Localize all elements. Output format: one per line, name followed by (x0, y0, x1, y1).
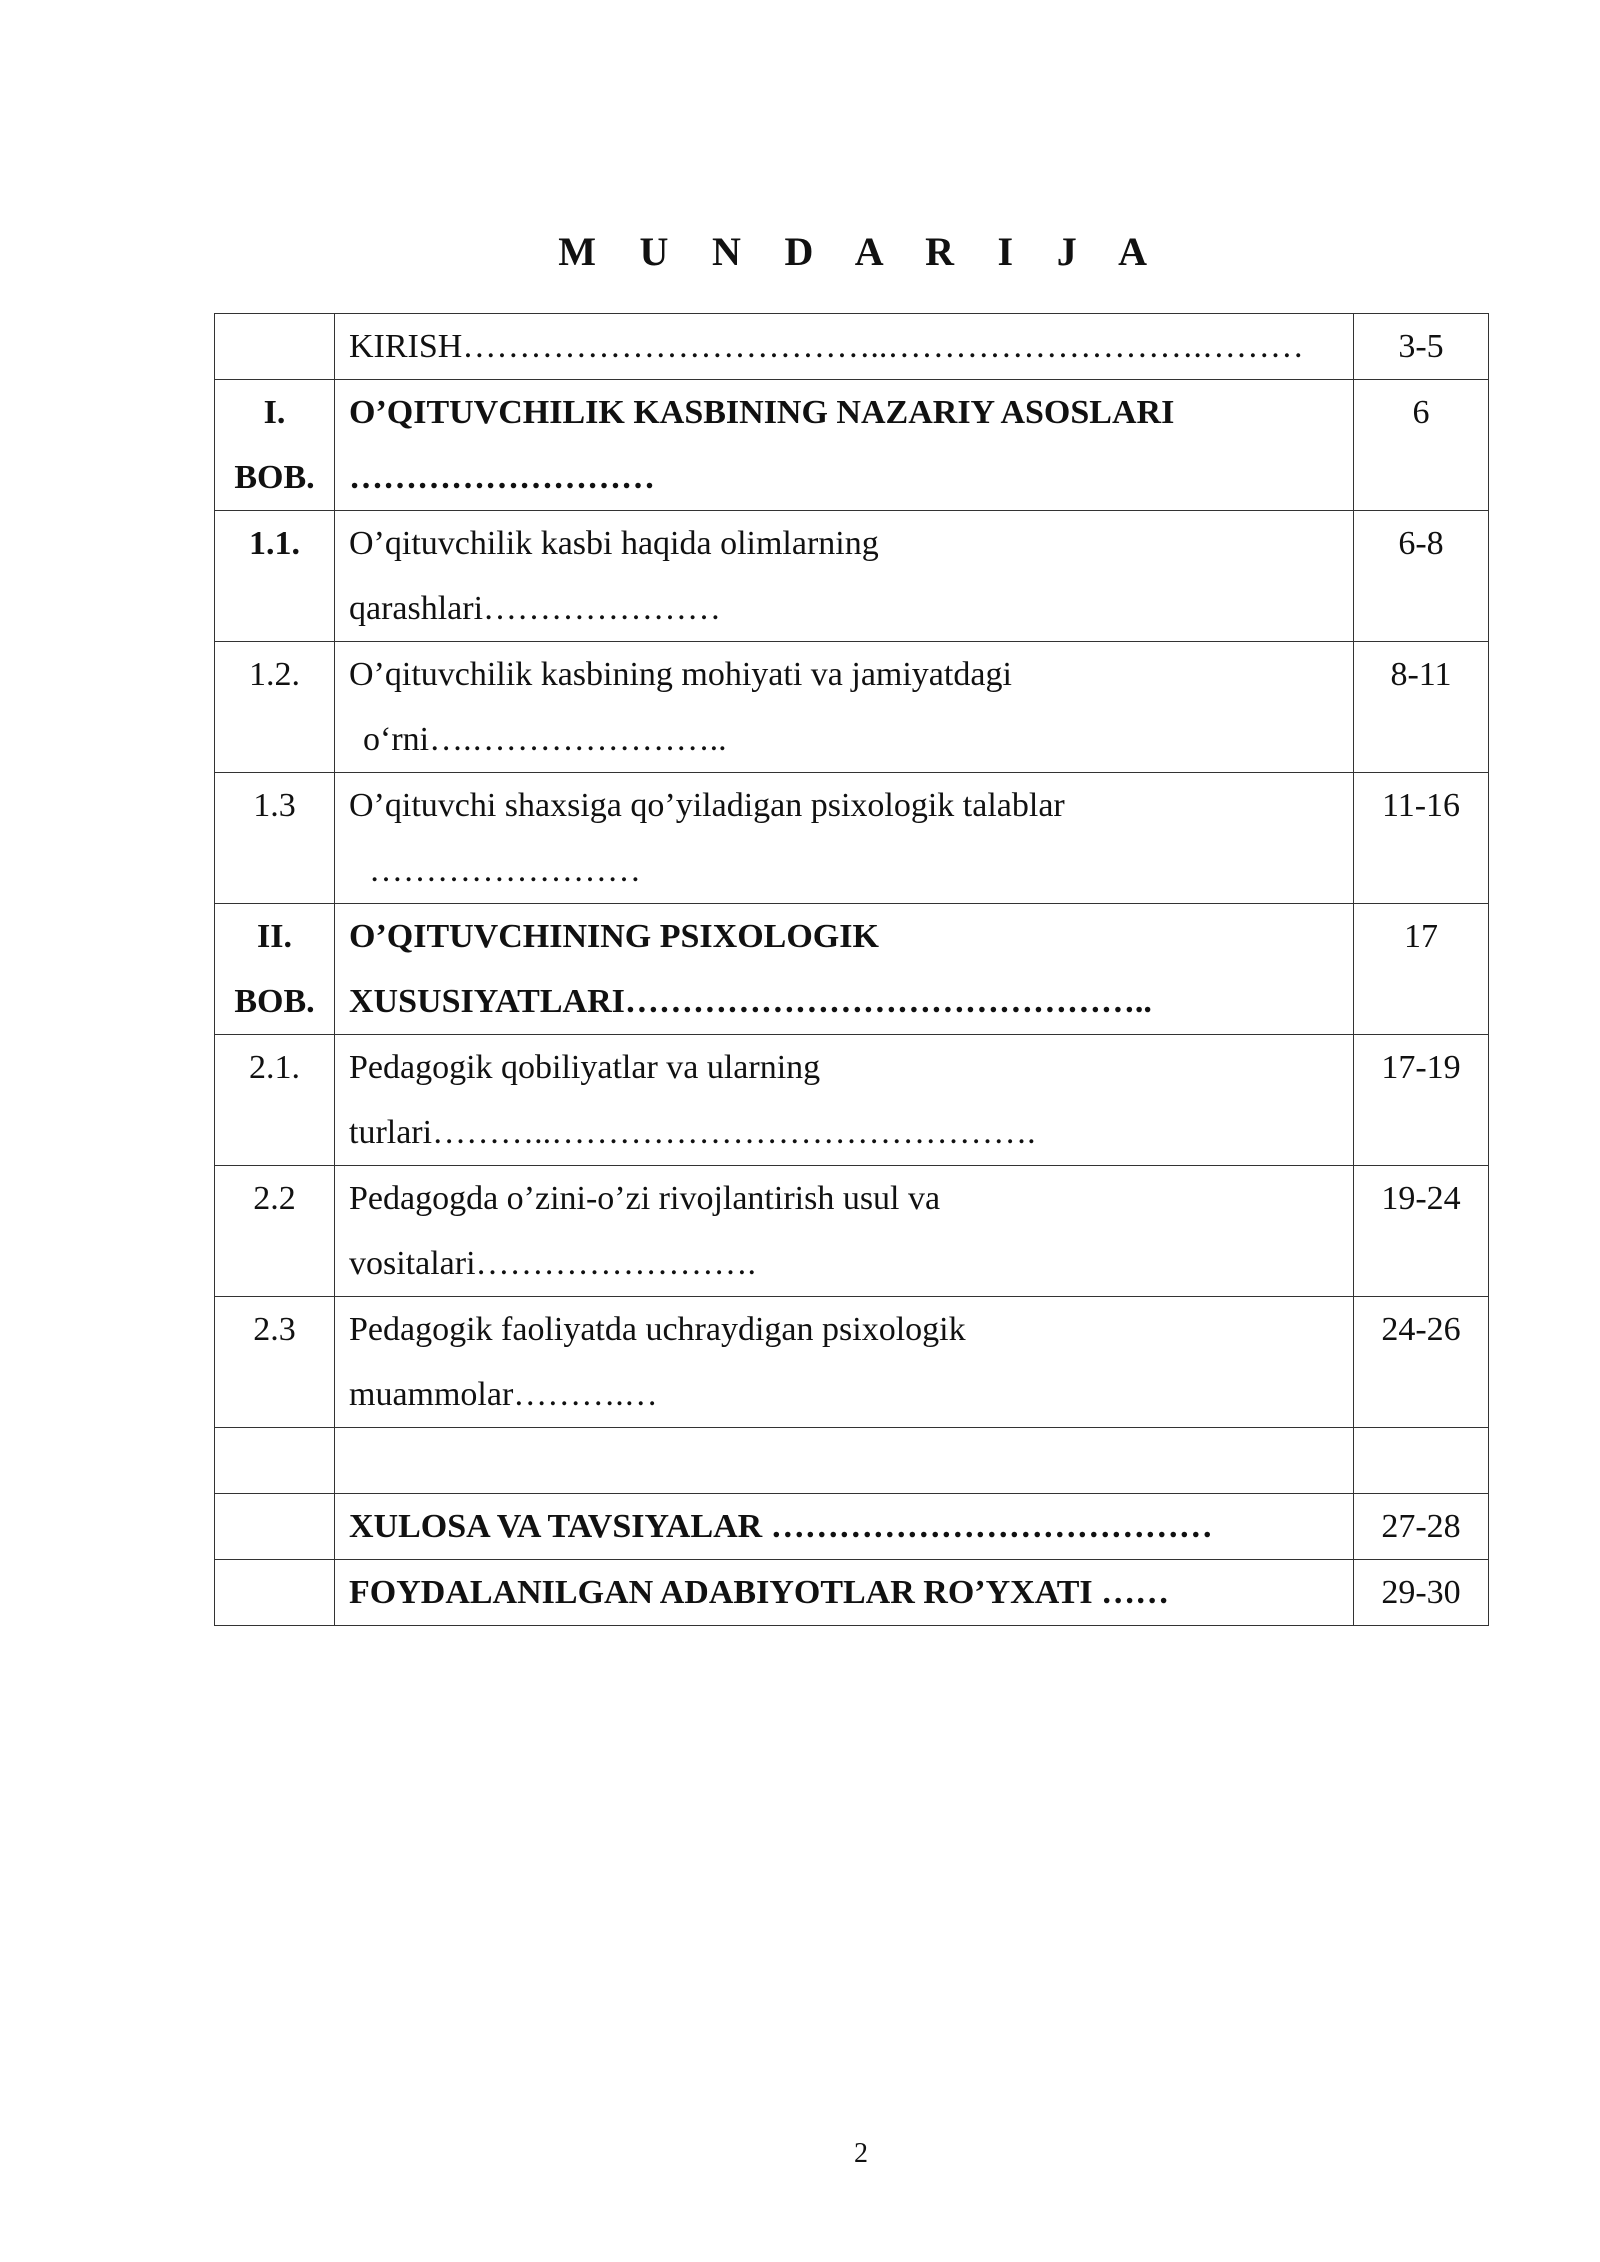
toc-row-2-2 (215, 1166, 1489, 1297)
toc-entry-2-3 (335, 1297, 1354, 1428)
toc-entry-line1: Pedagogik faoliyatda uchraydigan psixologik (349, 1311, 966, 1348)
toc-number (215, 904, 335, 1035)
toc-row-xulosa (215, 1494, 1489, 1560)
toc-entry-line2: vositalari……………………. (349, 1245, 757, 1282)
toc-page: 6 (1354, 380, 1489, 511)
toc-number (215, 314, 335, 380)
toc-entry-1-1 (335, 511, 1354, 642)
toc-entry-1-3 (335, 773, 1354, 904)
toc-row-2-3 (215, 1297, 1489, 1428)
toc-page: 6-8 (1354, 511, 1489, 642)
toc-number (215, 1428, 335, 1494)
toc-number: 2.1. (215, 1035, 335, 1166)
toc-entry-1-2 (335, 642, 1354, 773)
table-of-contents (214, 313, 1489, 1626)
toc-page: 17-19 (1354, 1035, 1489, 1166)
toc-number: 1.3 (215, 773, 335, 904)
toc-page: 24-26 (1354, 1297, 1489, 1428)
toc-row-1-3 (215, 773, 1489, 904)
toc-number (215, 380, 335, 511)
toc-entry-line1: Pedagogik qobiliyatlar va ularning (349, 1049, 821, 1086)
toc-number: 1.2. (215, 642, 335, 773)
toc-entry-line2: XUSUSIYATLARI……………………………………….. (349, 983, 1152, 1020)
toc-row-kirish (215, 314, 1489, 380)
toc-row-1-2 (215, 642, 1489, 773)
toc-entry-line2: turlari………..……………………………………. (349, 1114, 1036, 1151)
toc-number: 2.3 (215, 1297, 335, 1428)
chapter-label: BOB. (234, 459, 315, 496)
chapter-number: I. (263, 394, 286, 431)
toc-entry-chapter-2 (335, 904, 1354, 1035)
toc-entry-line1: O’QITUVCHINING PSIXOLOGIK (349, 918, 879, 955)
toc-number (215, 1560, 335, 1626)
toc-entry-adabiyotlar: FOYDALANILGAN ADABIYOTLAR RO’YXATI …… (335, 1560, 1354, 1626)
toc-entry-empty (335, 1428, 1354, 1494)
toc-entry-2-1 (335, 1035, 1354, 1166)
toc-page: 3-5 (1354, 314, 1489, 380)
toc-row-1-1 (215, 511, 1489, 642)
toc-row-chapter-2 (215, 904, 1489, 1035)
toc-entry-line1: O’qituvchilik kasbi haqida olimlarning (349, 525, 879, 562)
toc-row-2-1 (215, 1035, 1489, 1166)
toc-entry-xulosa: XULOSA VA TAVSIYALAR ………………………………… (335, 1494, 1354, 1560)
chapter-number: II. (257, 918, 292, 955)
toc-entry-line1: Pedagogda o’zini-o’zi rivojlantirish usul va (349, 1180, 941, 1217)
toc-page: 29-30 (1354, 1560, 1489, 1626)
page-number: 2 (854, 2138, 868, 2169)
toc-number: 1.1. (215, 511, 335, 642)
toc-entry-line2: o‘rni….………………….. (363, 721, 727, 758)
toc-entry-line2: muammolar……….… (349, 1376, 658, 1413)
toc-entry-kirish: KIRISH………………………………..……………………….……… (335, 314, 1354, 380)
toc-entry-line1: O’qituvchi shaxsiga qo’yiladigan psixologik talablar (349, 787, 1065, 824)
toc-entry-line1: O’qituvchilik kasbining mohiyati va jamiyatdagi (349, 656, 1012, 693)
toc-number (215, 1494, 335, 1560)
toc-page: 17 (1354, 904, 1489, 1035)
toc-entry-line2: ……………………… (349, 459, 655, 496)
toc-entry-line1: O’QITUVCHILIK KASBINING NAZARIY ASOSLARI (349, 394, 1175, 431)
toc-page (1354, 1428, 1489, 1494)
toc-page: 8-11 (1354, 642, 1489, 773)
toc-entry-line2: …………………… (369, 852, 641, 889)
toc-page: 27-28 (1354, 1494, 1489, 1560)
toc-entry-line2: qarashlari………………… (349, 590, 722, 627)
toc-entry-2-2 (335, 1166, 1354, 1297)
toc-row-empty (215, 1428, 1489, 1494)
toc-row-adabiyotlar (215, 1560, 1489, 1626)
document-title: M U N D A R I J A (558, 229, 1164, 274)
toc-page: 11-16 (1354, 773, 1489, 904)
toc-page: 19-24 (1354, 1166, 1489, 1297)
toc-entry-chapter-1 (335, 380, 1354, 511)
chapter-label: BOB. (234, 983, 315, 1020)
toc-number: 2.2 (215, 1166, 335, 1297)
toc-row-chapter-1 (215, 380, 1489, 511)
